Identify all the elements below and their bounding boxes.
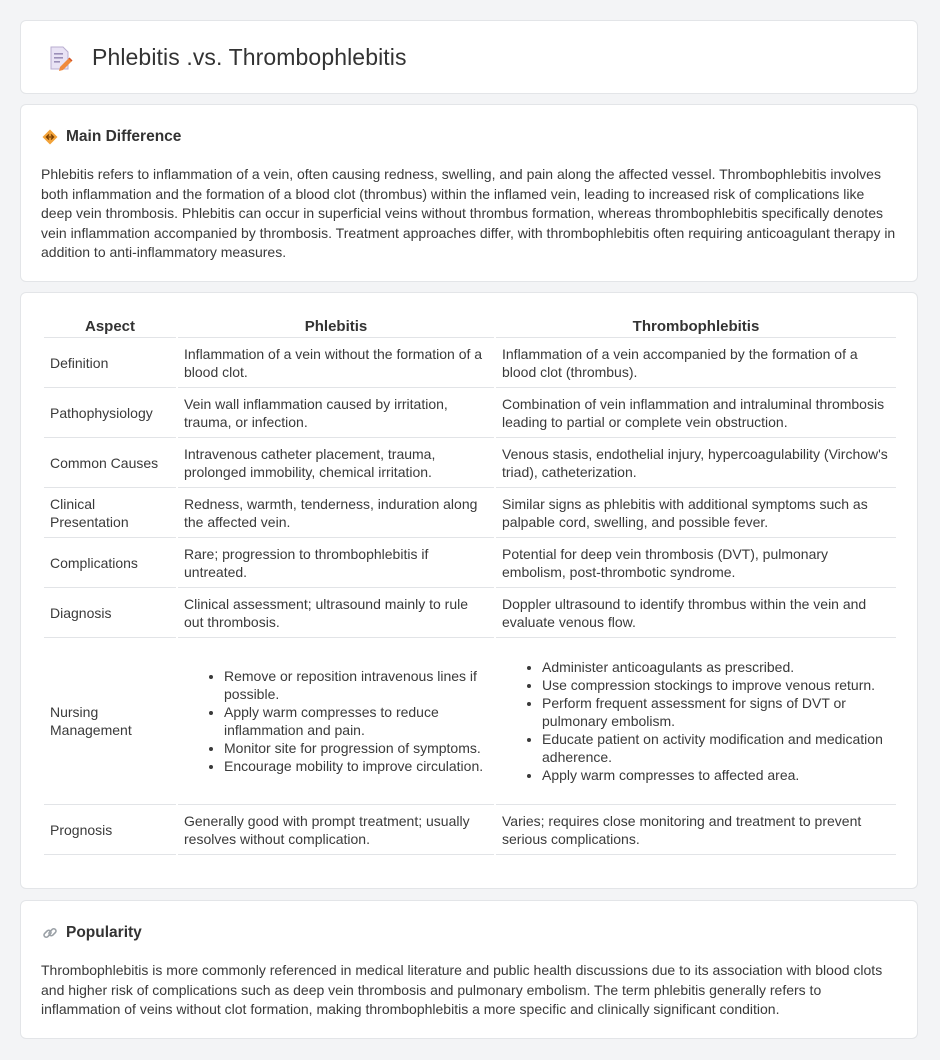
phlebitis-cell: Clinical assessment; ultrasound mainly to rule out thrombosis. [178,588,494,638]
table-row [44,438,896,488]
thrombophlebitis-cell: Similar signs as phlebitis with additional symptoms such as palpable cord, swelling, and possible fever. [496,488,896,538]
table-row [44,338,896,388]
main-difference-card [20,104,918,282]
thrombophlebitis-cell [496,638,896,805]
thrombophlebitis-cell: Venous stasis, endothelial injury, hypercoagulability (Virchow's triad), catheterization. [496,438,896,488]
page-title: Phlebitis .vs. Thrombophlebitis [92,44,407,70]
table-row [44,588,896,638]
aspect-cell: Common Causes [44,438,176,488]
table-row [44,488,896,538]
list-item: • Apply warm compresses to affected area. [542,766,890,784]
phlebitis-cell: Redness, warmth, tenderness, induration along the affected vein. [178,488,494,538]
phlebitis-cell: Inflammation of a vein without the formation of a blood clot. [178,338,494,388]
main-difference-heading [42,128,181,146]
phlebitis-cell: Rare; progression to thrombophlebitis if untreated. [178,538,494,588]
thrombophlebitis-cell: Combination of vein inflammation and intraluminal thrombosis leading to partial or complete vein obstruction. [496,388,896,438]
list-item: • Perform frequent assessment for signs of DVT or pulmonary embolism. [542,694,890,730]
aspect-cell: Clinical Presentation [44,488,176,538]
thrombophlebitis-cell: Inflammation of a vein accompanied by the formation of a blood clot (thrombus). [496,338,896,388]
list-item: • Administer anticoagulants as prescribed. [542,658,890,676]
table-row [44,538,896,588]
thrombophlebitis-cell: Varies; requires close monitoring and treatment to prevent serious complications. [496,805,896,855]
column-header: Thrombophlebitis [496,315,896,338]
aspect-cell: Pathophysiology [44,388,176,438]
list-item: • Remove or reposition intravenous lines if possible. [224,667,488,703]
comparison-table [42,315,898,855]
thrombophlebitis-cell: Doppler ultrasound to identify thrombus within the vein and evaluate venous flow. [496,588,896,638]
list-item: • Educate patient on activity modification and medication adherence. [542,730,890,766]
table-row [44,805,896,855]
popularity-text: Thrombophlebitis is more commonly referenced in medical literature and public health discussions due to its association with blood clots and higher risk of complications such as deep vein thrombosis and pulmonary embolism. The term phlebitis generally refers to inflammation of veins without clot formation, making thrombophlebitis a more specific and clinically significant condition. [41,962,883,1018]
aspect-cell: Prognosis [44,805,176,855]
thrombophlebitis-nursing-list [502,658,890,784]
link-icon [42,925,58,941]
thrombophlebitis-cell: Potential for deep vein thrombosis (DVT), pulmonary embolism, post-thrombotic syndrome. [496,538,896,588]
phlebitis-cell: Intravenous catheter placement, trauma, prolonged immobility, chemical irritation. [178,438,494,488]
table-row [44,388,896,438]
aspect-cell: Nursing Management [44,638,176,805]
list-item: • Use compression stockings to improve venous return. [542,676,890,694]
diamond-arrows-icon [42,129,58,145]
aspect-cell: Complications [44,538,176,588]
column-header: Aspect [44,315,176,338]
table-header-row [44,315,896,338]
list-item: • Monitor site for progression of symptoms. [224,739,488,757]
aspect-cell: Definition [44,338,176,388]
list-item: • Apply warm compresses to reduce inflammation and pain. [224,703,488,739]
main-difference-title: Main Difference [66,128,182,145]
table-row-nursing-management [44,638,896,805]
list-item: • Encourage mobility to improve circulation. [224,757,488,775]
popularity-heading [42,924,142,942]
comparison-table-card [20,292,918,889]
phlebitis-nursing-list [184,667,488,775]
main-difference-text: Phlebitis refers to inflammation of a vein, often causing redness, swelling, and pain along the affected vessel. Thrombophlebitis involves both inflammation and the formation of a blood clot (thrombus) within the inflamed vein, leading to increased risk of complications like deep vein thrombosis. Phlebitis can occur in superficial veins without thrombus formation, whereas thrombophlebitis specifically denotes vein inflammation accompanied by thrombosis. Treatment approaches differ, with thrombophlebitis often requiring anticoagulant therapy in addition to anti-inflammatory measures. [41,166,896,261]
phlebitis-cell: Vein wall inflammation caused by irritation, trauma, or infection. [178,388,494,438]
aspect-cell: Diagnosis [44,588,176,638]
popularity-card [20,900,918,1039]
phlebitis-cell: Generally good with prompt treatment; usually resolves without complication. [178,805,494,855]
column-header: Phlebitis [178,315,494,338]
popularity-title: Popularity [66,924,142,941]
document-pencil-icon [47,45,73,71]
phlebitis-cell [178,638,494,805]
header-card [20,20,918,94]
